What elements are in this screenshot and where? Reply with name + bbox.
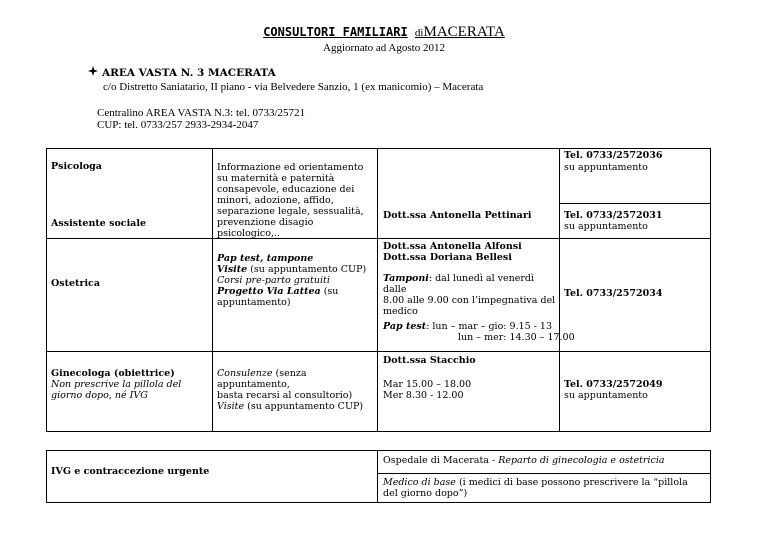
ost-visite: Visite — [217, 264, 248, 275]
phone-block — [97, 107, 305, 131]
area-heading — [88, 66, 276, 79]
pap-schedule — [383, 321, 575, 343]
role-assistente-sociale: Assistente sociale — [51, 218, 146, 229]
tel-psicologa: Tel. 0733/2572036 — [564, 150, 663, 161]
ospedale-name: Ospedale di Macerata - — [383, 455, 499, 466]
title-city: MACERATA — [423, 24, 505, 40]
gin-line: basta recarsi al consultorio) — [217, 390, 353, 401]
ivg-label: IVG e contraccezione urgente — [51, 466, 210, 477]
tel-assistente: Tel. 0733/2572031 — [564, 210, 663, 221]
tamponi-text: : dal lunedì al venerdì dalle — [383, 273, 535, 295]
title-di: di — [414, 27, 424, 39]
consulenze-label: Consulenze — [217, 368, 273, 379]
centralino-phone: Centralino AREA VASTA N.3: tel. 0733/25721 — [97, 107, 306, 119]
pap-label: Pap test — [383, 321, 427, 332]
ivg-table — [46, 450, 711, 503]
reparto-name: Reparto di ginecologia e ostetricia — [498, 455, 665, 466]
ost-line — [217, 286, 377, 297]
cup-phone: CUP: tel. 0733/257 2933-2934-2047 — [97, 119, 259, 131]
tamponi-line — [383, 273, 559, 295]
medico-note: (i medici di base possono prescrivere la “pillola del giorno dopo”) — [383, 477, 688, 499]
pap-text: : lun – mar – gio: 9.15 - 13 — [426, 321, 553, 332]
role-ginecologa: Ginecologa (obiettrice) — [51, 368, 175, 379]
gin-line — [217, 401, 377, 412]
tel-ginecologa: Tel. 0733/2572049 — [564, 379, 663, 390]
ost-line — [217, 264, 377, 275]
consulenze-note: (senza appuntamento, — [217, 368, 307, 390]
orario-ginecologa — [383, 379, 471, 401]
info-description: Informazione ed orientamento su maternità e paternità consapevole, educazione dei minori, adozione, affido, separazione legale, sessualità, prevenzione disagio psicologico,.. — [217, 162, 364, 239]
medico-base-info — [383, 477, 705, 499]
ostetrica-services — [217, 253, 377, 308]
gin-line — [217, 368, 377, 390]
title-main: CONSULTORI FAMILIARI — [263, 25, 408, 39]
ost-visite-note: (su appuntamento CUP) — [247, 264, 367, 275]
name-stacchio: Dott.ssa Stacchio — [383, 355, 476, 366]
ost-line: Pap test, tampone — [217, 253, 314, 264]
ost-progetto: Progetto Via Lattea — [217, 286, 321, 297]
name-alfonsi: Dott.ssa Antonella Alfonsi — [383, 241, 522, 252]
ospedale-info — [383, 455, 665, 466]
ginecologa-services — [217, 368, 377, 412]
orario-line: Mer 8.30 - 12.00 — [383, 390, 464, 401]
updated-date: Aggiornato ad Agosto 2012 — [323, 42, 445, 54]
ost-line: appuntamento) — [217, 297, 291, 308]
ginecologa-cell — [51, 368, 211, 401]
name-pettinari: Dott.ssa Antonella Pettinari — [383, 210, 532, 221]
role-psicologa: Psicologa — [51, 161, 102, 172]
area-name: AREA VASTA N. 3 MACERATA — [102, 67, 276, 79]
orario-line: Mar 15.00 – 18.00 — [383, 379, 472, 390]
note-appuntamento: su appuntamento — [564, 221, 648, 232]
tel-ostetrica: Tel. 0733/2572034 — [564, 288, 663, 299]
ginecologa-note: Non prescrive la pillola del giorno dopo, né IVG — [51, 379, 182, 401]
note-appuntamento: su appuntamento — [564, 162, 648, 173]
tamponi-line: 8.00 alle 9.00 con l’impegnativa del — [383, 295, 556, 306]
services-table — [46, 148, 711, 432]
ost-line: Corsi pre-parto gratuiti — [217, 275, 330, 286]
tamponi-line: medico — [383, 306, 418, 317]
area-address: c/o Distretto Saniatario, II piano - via Belvedere Sanzio, 1 (ex manicomio) – Macerata — [103, 81, 484, 93]
ost-progetto-note: (su — [320, 286, 339, 297]
diamond-bullet-icon — [88, 66, 102, 79]
role-ostetrica: Ostetrica — [51, 278, 100, 289]
medico-label: Medico di base — [383, 477, 456, 488]
visite-note: (su appuntamento CUP) — [244, 401, 364, 412]
pap-line: lun – mer: 14.30 – 17.00 — [458, 332, 575, 343]
name-bellesi: Dott.ssa Doriana Bellesi — [383, 252, 512, 263]
page-title — [0, 24, 768, 41]
pap-line — [383, 321, 575, 332]
tamponi-label: Tamponi — [383, 273, 429, 284]
note-appuntamento: su appuntamento — [564, 390, 648, 401]
tamponi-schedule — [383, 273, 559, 317]
visite-label: Visite — [217, 401, 245, 412]
